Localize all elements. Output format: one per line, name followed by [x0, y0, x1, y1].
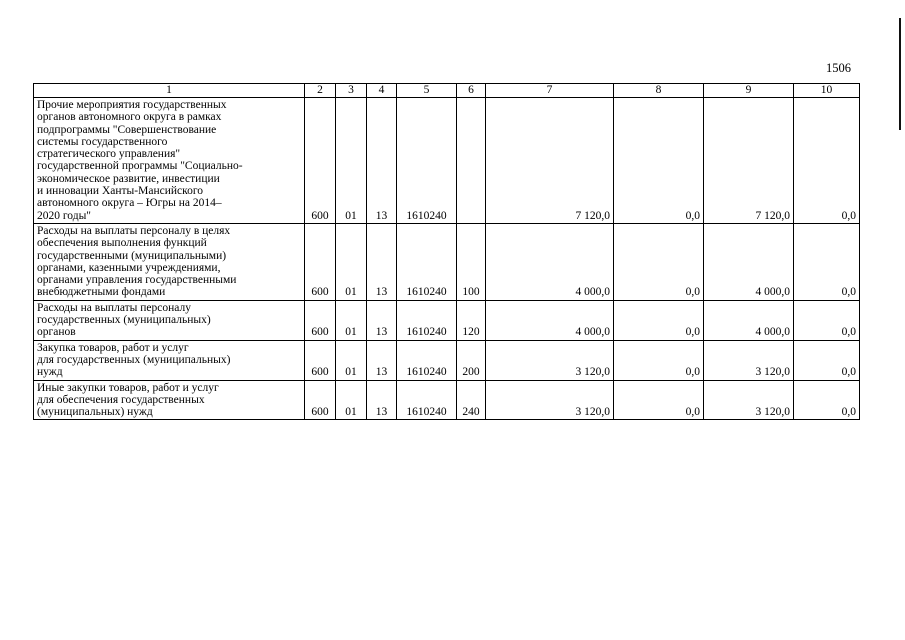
table-row [34, 340, 860, 380]
amount-cell: 0,0 [614, 300, 704, 340]
header-cell: 7 [486, 84, 614, 98]
header-cell: 5 [397, 84, 457, 98]
target-article-cell: 1610240 [397, 98, 457, 224]
grbs-code-cell: 600 [305, 300, 336, 340]
amount-cell: 7 120,0 [486, 98, 614, 224]
amount-cell: 0,0 [614, 340, 704, 380]
table-row [34, 300, 860, 340]
amount-cell: 0,0 [794, 300, 860, 340]
table-row [34, 98, 860, 224]
amount-cell: 7 120,0 [704, 98, 794, 224]
amount-cell: 3 120,0 [486, 380, 614, 420]
row-name-cell: Расходы на выплаты персоналу в целях обеспечения выполнения функций государственными (муниципальными) органами, казенными учреждениями, органами управления государственными внебюджетными фондами [34, 223, 305, 300]
section-code-cell: 01 [336, 300, 367, 340]
subsection-code-cell: 13 [367, 300, 397, 340]
grbs-code-cell: 600 [305, 380, 336, 420]
header-cell: 4 [367, 84, 397, 98]
target-article-cell: 1610240 [397, 380, 457, 420]
amount-cell: 0,0 [614, 98, 704, 224]
target-article-cell: 1610240 [397, 223, 457, 300]
subsection-code-cell: 13 [367, 340, 397, 380]
header-cell: 3 [336, 84, 367, 98]
grbs-code-cell: 600 [305, 340, 336, 380]
amount-cell: 0,0 [794, 340, 860, 380]
amount-cell: 3 120,0 [704, 340, 794, 380]
row-name-cell: Расходы на выплаты персоналу государственных (муниципальных) органов [34, 300, 305, 340]
amount-cell: 0,0 [614, 380, 704, 420]
header-cell: 6 [457, 84, 486, 98]
row-name-cell: Закупка товаров, работ и услуг для государственных (муниципальных) нужд [34, 340, 305, 380]
scan-edge-line [899, 18, 901, 130]
row-name-cell: Прочие мероприятия государственных органов автономного округа в рамках подпрограммы "Совершенствование системы государственного стратегического управления" государственной программы "Социально- экономическое развитие, инвестиции и инновации Ханты-Мансийского автономного округа – Югры на 2014– 2020 годы" [34, 98, 305, 224]
expense-type-cell: 240 [457, 380, 486, 420]
amount-cell: 3 120,0 [704, 380, 794, 420]
table-row [34, 223, 860, 300]
target-article-cell: 1610240 [397, 300, 457, 340]
header-cell: 8 [614, 84, 704, 98]
subsection-code-cell: 13 [367, 223, 397, 300]
header-cell: 10 [794, 84, 860, 98]
table-row [34, 380, 860, 420]
budget-table [33, 83, 860, 420]
amount-cell: 0,0 [614, 223, 704, 300]
section-code-cell: 01 [336, 380, 367, 420]
header-cell: 9 [704, 84, 794, 98]
target-article-cell: 1610240 [397, 340, 457, 380]
amount-cell: 0,0 [794, 223, 860, 300]
row-name-cell: Иные закупки товаров, работ и услуг для обеспечения государственных (муниципальных) нужд [34, 380, 305, 420]
expense-type-cell [457, 98, 486, 224]
subsection-code-cell: 13 [367, 98, 397, 224]
amount-cell: 4 000,0 [704, 300, 794, 340]
amount-cell: 0,0 [794, 98, 860, 224]
section-code-cell: 01 [336, 223, 367, 300]
expense-type-cell: 100 [457, 223, 486, 300]
section-code-cell: 01 [336, 98, 367, 224]
header-cell: 2 [305, 84, 336, 98]
amount-cell: 4 000,0 [486, 223, 614, 300]
expense-type-cell: 120 [457, 300, 486, 340]
table-header-row [34, 84, 860, 98]
grbs-code-cell: 600 [305, 223, 336, 300]
amount-cell: 4 000,0 [486, 300, 614, 340]
amount-cell: 0,0 [794, 380, 860, 420]
grbs-code-cell: 600 [305, 98, 336, 224]
amount-cell: 4 000,0 [704, 223, 794, 300]
subsection-code-cell: 13 [367, 380, 397, 420]
section-code-cell: 01 [336, 340, 367, 380]
amount-cell: 3 120,0 [486, 340, 614, 380]
header-cell: 1 [34, 84, 305, 98]
page-number: 1506 [826, 61, 851, 75]
expense-type-cell: 200 [457, 340, 486, 380]
